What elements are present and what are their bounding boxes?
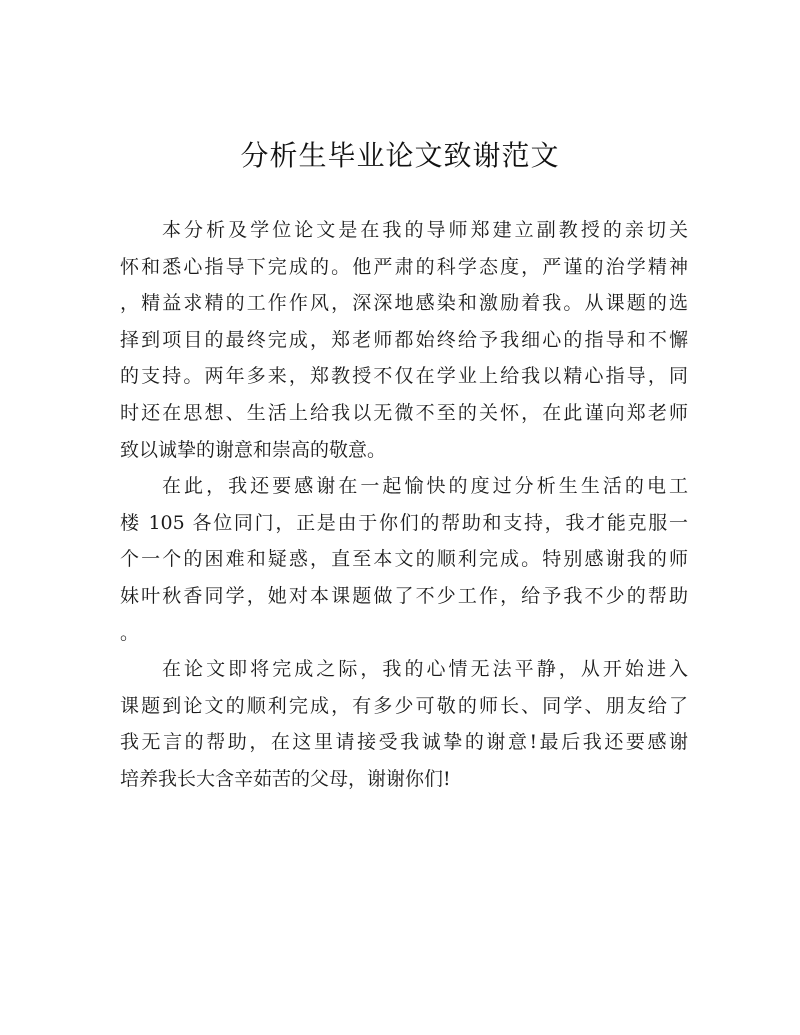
paragraph-2 — [120, 468, 688, 651]
text-line: 我无言的帮助，在这里请接受我诚挚的谢意!最后我还要感谢 — [120, 731, 688, 754]
text-line: 的支持。两年多来，郑教授不仅在学业上给我以精心指导，同 — [120, 365, 688, 388]
text-line: 时还在思想、生活上给我以无微不至的关怀，在此谨向郑老师 — [120, 401, 688, 424]
text-line: 课题到论文的顺利完成，有多少可敬的师长、同学、朋友给了 — [120, 694, 688, 717]
text-line: 个一个的困难和疑惑，直至本文的顺利完成。特别感谢我的师 — [120, 548, 688, 571]
text-line: 。 — [120, 621, 140, 644]
document-body — [120, 212, 688, 798]
text-line: 楼 105 各位同门，正是由于你们的帮助和支持，我才能克服一 — [120, 511, 688, 534]
text-line: 妹叶秋香同学，她对本课题做了不少工作，给予我不少的帮助 — [120, 584, 688, 607]
text-line: 本分析及学位论文是在我的导师郑建立副教授的亲切关 — [162, 219, 688, 241]
document-title: 分析生毕业论文致谢范文 — [240, 139, 560, 172]
text-line: 致以诚挚的谢意和崇高的敬意。 — [120, 438, 387, 461]
paragraph-3 — [120, 651, 688, 797]
text-line: ，精益求精的工作作风，深深地感染和激励着我。从课题的选 — [120, 292, 688, 315]
paragraph-1 — [120, 212, 688, 468]
text-line: 在此，我还要感谢在一起愉快的度过分析生生活的电工 — [162, 475, 688, 498]
text-line: 培养我长大含辛茹苦的父母，谢谢你们! — [120, 767, 451, 790]
text-line: 怀和悉心指导下完成的。他严肃的科学态度，严谨的治学精神 — [120, 255, 688, 278]
text-line: 择到项目的最终完成，郑老师都始终给予我细心的指导和不懈 — [120, 328, 688, 351]
text-line: 在论文即将完成之际，我的心情无法平静，从开始进入 — [162, 658, 688, 681]
